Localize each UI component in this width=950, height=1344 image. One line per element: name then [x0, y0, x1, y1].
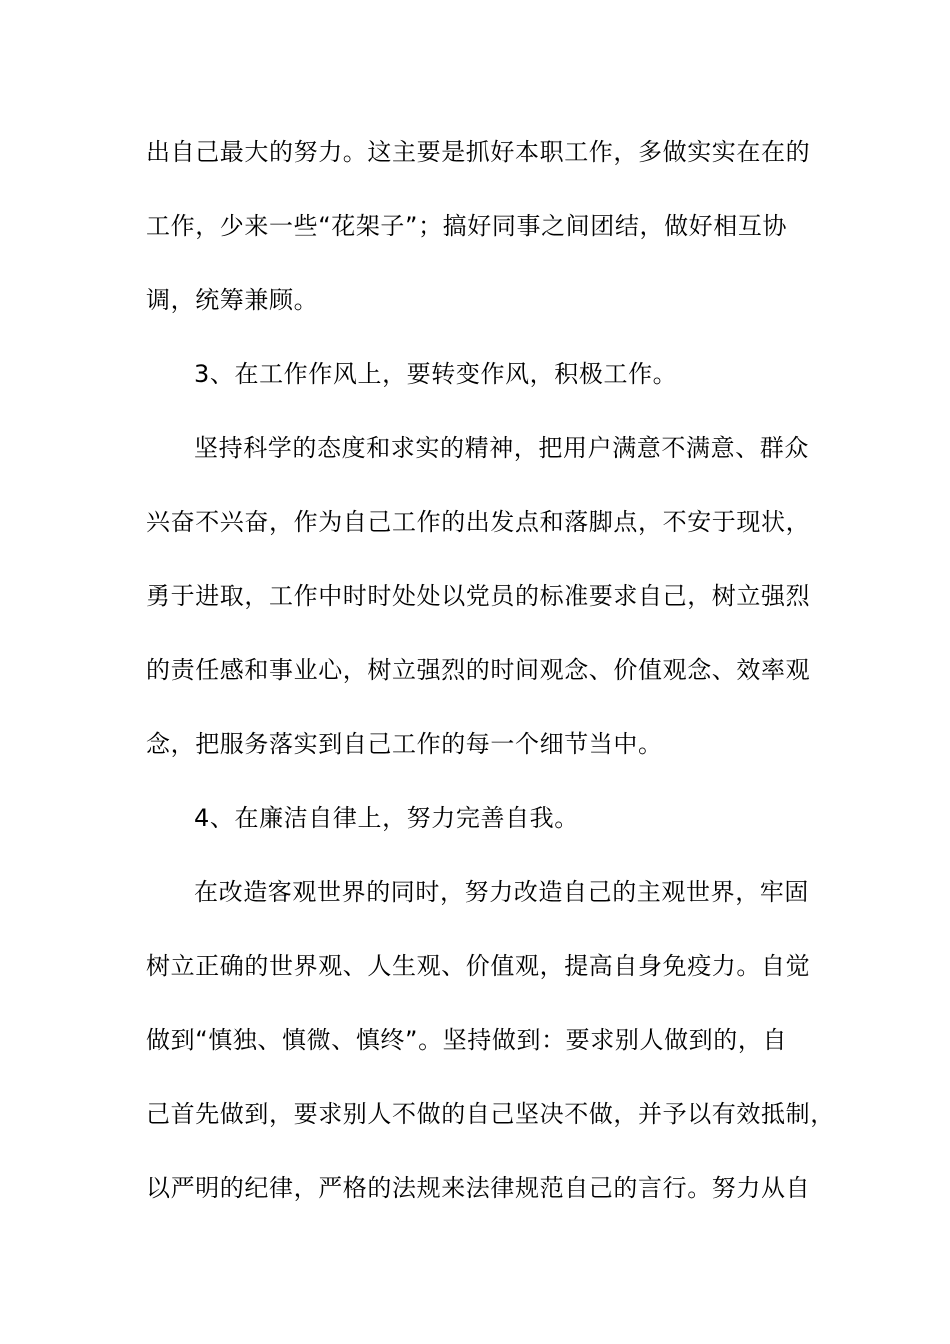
text-line: 念，把服务落实到自己工作的每一个细节当中。	[146, 730, 663, 758]
text-line: 在改造客观世界的同时，努力改造自己的主观世界，牢固	[194, 878, 809, 906]
text-line: 己首先做到，要求别人不做的自己坚决不做，并予以有效抵制，	[146, 1100, 835, 1128]
text-line: 调，统筹兼顾。	[146, 286, 319, 314]
text-line: 出自己最大的努力。这主要是抓好本职工作，多做实实在在的	[146, 138, 811, 166]
text-line: 树立正确的世界观、人生观、价值观，提高自身免疫力。自觉	[146, 952, 811, 980]
text-line: 坚持科学的态度和求实的精神，把用户满意不满意、群众	[194, 434, 809, 462]
text-line: 的责任感和事业心，树立强烈的时间观念、价值观念、效率观	[146, 656, 811, 684]
text-line: 以严明的纪律，严格的法规来法律规范自己的言行。努力从自	[146, 1174, 811, 1202]
section-heading: 3、在工作作风上，要转变作风，积极工作。	[194, 360, 678, 388]
section-heading: 4、在廉洁自律上，努力完善自我。	[194, 804, 579, 832]
text-line: 兴奋不兴奋，作为自己工作的出发点和落脚点，不安于现状，	[146, 508, 811, 536]
text-line: 做到“慎独、慎微、慎终”。坚持做到：要求别人做到的，自	[146, 1026, 788, 1054]
text-line: 勇于进取，工作中时时处处以党员的标准要求自己，树立强烈	[146, 582, 811, 610]
text-line: 工作，少来一些“花架子”；搞好同事之间团结，做好相互协	[146, 212, 788, 240]
